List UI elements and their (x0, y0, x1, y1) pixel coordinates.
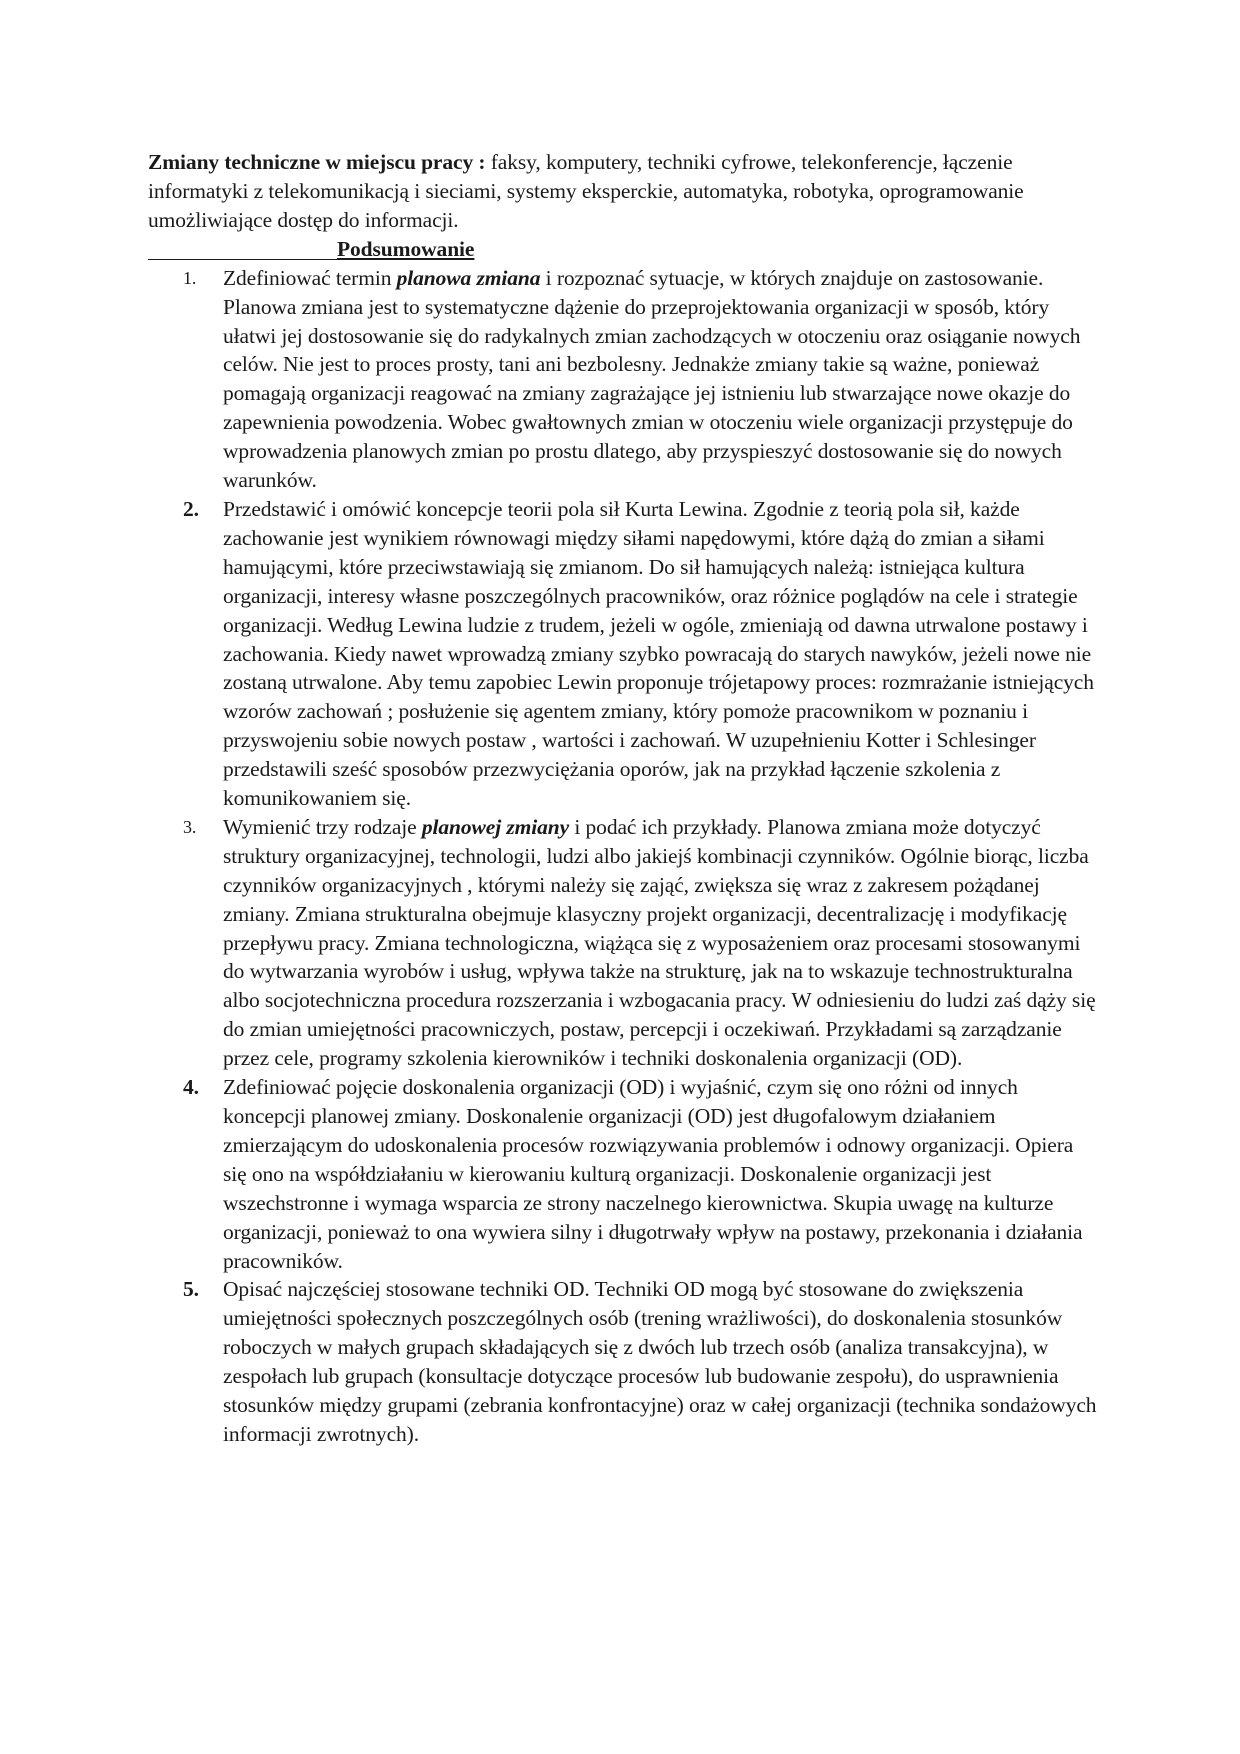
heading-row (148, 235, 1098, 264)
item-number: 4. (183, 1075, 199, 1100)
item-number: 2. (183, 496, 199, 521)
item-number: 3. (183, 816, 197, 837)
list-item (148, 813, 1098, 1073)
summary-list (148, 264, 1098, 1449)
section-heading: Podsumowanie (337, 236, 475, 261)
intro-paragraph (148, 148, 1098, 235)
item-text: Przedstawić i omówić koncepcje teorii pola sił Kurta Lewina. Zgodnie z teorią pola sił, każde zachowanie jest wynikiem równowagi między siłami napędowymi, które dążą do zmian a siłami hamującymi, które przeciwstawiają się zmianom. Do sił hamujących należą: istniejąca kultura organizacji, interesy własne poszczególnych pracowników, oraz różnice poglądów na cele i strategie organizacji. Według Lewina ludzie z trudem, jeżeli w ogóle, zmieniają od dawna utrwalone postawy i zachowania. Kiedy nawet wprowadzą zmiany szybko powracają do starych nawyków, jeżeli nowe nie zostaną utrwalone. Aby temu zapobiec Lewin proponuje trójetapowy proces: rozmrażanie istniejących wzorów zachowań ; posłużenie się agentem zmiany, który pomoże pracownikom w poznaniu i przyswojeniu sobie nowych postaw , wartości i zachowań. W uzupełnieniu Kotter i Schlesinger przedstawili sześć sposobów przezwyciężania oporów, jak na przykład łączenie szkolenia z komunikowaniem się. (223, 496, 1094, 811)
list-item (148, 1275, 1098, 1448)
heading-underline-rule (148, 259, 347, 260)
item-text-before: Zdefiniować termin (223, 265, 397, 290)
intro-lead: Zmiany techniczne w miejscu pracy : (148, 150, 486, 174)
item-text: Opisać najczęściej stosowane techniki OD. Techniki OD mogą być stosowane do zwiększenia umiejętności społecznych poszczególnych osób (trening wrażliwości), do doskonalenia stosunków roboczych w małych grupach składających się z dwóch lub trzech osób (analiza transakcyjna), w zespołach lub grupach (konsultacje dotyczące procesów lub budowanie zespołu), do usprawnienia stosunków między grupami (zebrania konfrontacyjne) oraz w całej organizacji (technika sondażowych informacji zwrotnych). (223, 1277, 1097, 1446)
list-item (148, 495, 1098, 813)
intro-text: faksy, komputery, techniki cyfrowe, telekonferencje, łączenie informatyki z telekomunikacją i sieciami, systemy eksperckie, automatyka, robotyka, oprogramowanie umożliwiające dostęp do informacji. (148, 150, 1024, 232)
item-number: 1. (183, 267, 197, 288)
item-text-after: i podać ich przykłady. Planowa zmiana może dotyczyć struktury organizacyjnej, technologii, ludzi albo jakiejś kombinacji czynników. Ogólnie biorąc, liczba czynników organizacyjnych , którymi należy się zająć, zwiększa się wraz z zakresem pożądanej zmiany. Zmiana strukturalna obejmuje klasyczny projekt organizacji, decentralizację i modyfikację przepływu pracy. Zmiana technologiczna, wiążąca się z wyposażeniem oraz procesami stosowanymi do wytwarzania wyrobów i usług, wpływa także na strukturę, jak na to wskazuje technostrukturalna albo socjotechniczna procedura rozszerzania i wzbogacania pracy. W odniesieniu do ludzi zaś dąży się do zmian umiejętności pracowniczych, postaw, percepcji i oczekiwań. Przykładami są zarządzanie przez cele, programy szkolenia kierowników i techniki doskonalenia organizacji (OD). (223, 814, 1096, 1071)
list-item (148, 264, 1098, 495)
item-text-after: i rozpoznać sytuacje, w których znajduje on zastosowanie. Planowa zmiana jest to systematyczne dążenie do przeprojektowania organizacji w sposób, który ułatwi jej dostosowanie się do radykalnych zmian zachodzących w otoczeniu oraz osiąganie nowych celów. Nie jest to proces prosty, tani ani bezbolesny. Jednakże zmiany takie są ważne, ponieważ pomagają organizacji reagować na zmiany zagrażające jej istnieniu lub stwarzające nowe okazje do zapewnienia powodzenia. Wobec gwałtownych zmian w otoczeniu wiele organizacji przystępuje do wprowadzenia planowych zmian po prostu dlatego, aby przyspieszyć dostosowanie się do nowych warunków. (223, 265, 1081, 493)
list-item (148, 1073, 1098, 1275)
item-emphasis: planowej zmiany (421, 814, 570, 839)
item-number: 5. (183, 1277, 199, 1302)
item-text-before: Wymienić trzy rodzaje (223, 814, 422, 839)
document-page (148, 148, 1098, 1449)
item-emphasis: planowa zmiana (396, 265, 541, 290)
item-text: Zdefiniować pojęcie doskonalenia organizacji (OD) i wyjaśnić, czym się ono różni od innych koncepcji planowej zmiany. Doskonalenie organizacji (OD) jest długofalowym działaniem zmierzającym do udoskonalenia procesów rozwiązywania problemów i odnowy organizacji. Opiera się ono na współdziałaniu w kierowaniu kulturą organizacji. Doskonalenie organizacji jest wszechstronne i wymaga wsparcia ze strony naczelnego kierownictwa. Skupia uwagę na kulturze organizacji, ponieważ to ona wywiera silny i długotrwały wpływ na postawy, przekonania i działania pracowników. (223, 1075, 1083, 1273)
